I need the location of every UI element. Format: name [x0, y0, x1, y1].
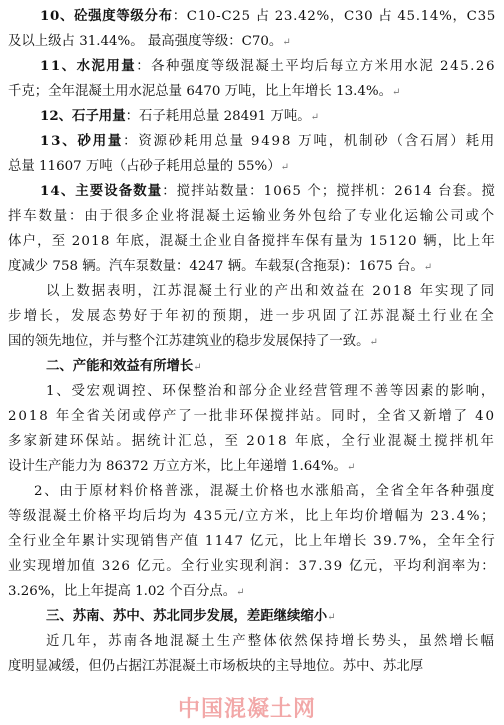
paragraph-mark-icon: ↵ [327, 612, 336, 623]
text-line [8, 54, 496, 79]
text-line [8, 254, 496, 279]
body-text: ：各种强度等级混凝土平均后每立方米用水泥 245.26 [136, 59, 496, 74]
paragraph-mark-icon: ↵ [236, 587, 245, 598]
body-text: ：C10-C25 占 23.42%，C30 占 45.14%，C35 [172, 9, 496, 24]
text-line [8, 654, 496, 679]
paragraph [8, 279, 496, 354]
paragraph [8, 604, 496, 629]
body-text: 业实现增加值 326 亿元。全行业实现利润：37.39 亿元，平均利润率为： [8, 559, 496, 574]
body-text: 及以上级占 31.44%。 最高强度等级：C70。 [8, 34, 283, 49]
text-line [8, 479, 496, 504]
text-line [8, 454, 496, 479]
heading-text: 14、主要设备数量 [40, 183, 163, 199]
text-line [8, 354, 496, 379]
paragraph-mark-icon: ↵ [346, 462, 356, 473]
body-text: 国的领先地位，并与整个江苏建筑业的稳步发展保持了一致。 [8, 334, 370, 349]
body-text: 千克；全年混凝土用水泥总量 6470 万吨，比上年增长 13.4%。 [8, 84, 392, 99]
text-line [8, 404, 496, 429]
paragraph-mark-icon: ↵ [310, 112, 320, 123]
text-line [8, 529, 496, 554]
body-text: 2018 年全省关闭或停产了一批非环保搅拌站。同时，全省又新增了 40 [8, 409, 496, 424]
paragraph [8, 104, 496, 129]
body-text: 1、受宏观调控、环保整治和部分企业经营管理不善等因素的影响， [46, 384, 496, 399]
body-text: 近几年，苏南各地混凝土生产整体依然保持增长势头，虽然增长幅 [46, 634, 496, 649]
heading-text: 二、产能和效益有所增长 [46, 358, 194, 374]
paragraph-mark-icon: ↵ [369, 337, 378, 348]
paragraph [8, 4, 496, 54]
body-text: 等级混凝土价格平均后均为 435元/立方米，比上年均价增幅为 23.4%； [8, 509, 496, 524]
document-body [8, 4, 496, 679]
body-text: 设计生产能力为 86372 万立方米，比上年递增 1.64%。 [8, 459, 347, 474]
text-line [8, 129, 496, 154]
body-text: 总量 11607 万吨（占砂子耗用总量的 55%） [8, 159, 281, 174]
text-line [8, 179, 496, 204]
heading-text: 三、苏南、苏中、苏北同步发展，差距继续缩小 [46, 608, 328, 624]
text-line [8, 329, 496, 354]
text-line [8, 304, 496, 329]
body-text: ：搅拌站数量：1065 个；搅拌机：2614 台套。搅 [162, 184, 496, 199]
body-text: 步增长，发展态势好于年初的预期，进一步巩固了江苏混凝土行业在全 [8, 309, 496, 324]
text-line [8, 279, 496, 304]
body-text: ：石子耗用总量 28491 万吨。 [125, 109, 311, 124]
paragraph [8, 179, 496, 279]
text-line [8, 29, 496, 54]
paragraph [8, 354, 496, 379]
text-line [8, 79, 496, 104]
heading-text: 13、砂用量 [40, 133, 124, 149]
text-line [8, 229, 496, 254]
body-text: ：资源砂耗用总量 9498 万吨，机制砂（含石屑）耗用 [123, 134, 496, 149]
text-line [8, 554, 496, 579]
paragraph-mark-icon: ↵ [391, 87, 401, 98]
text-line [8, 104, 496, 129]
text-line [8, 604, 496, 629]
paragraph [8, 379, 496, 479]
text-line [8, 629, 496, 654]
text-line [8, 429, 496, 454]
body-text: 全行业全年累计实现销售产值 1147 亿元，比上年增长 39.7%，全年全行 [8, 534, 496, 549]
body-text: 2、由于原材料价格普涨，混凝土价格也水涨船高，全省全年各种强度 [34, 484, 496, 499]
text-line [8, 4, 496, 29]
paragraph-mark-icon: ↵ [193, 362, 202, 373]
watermark: 中国混凝土网 [178, 697, 317, 722]
body-text: 度减少 758 辆。汽车泵数量：4247 辆。车载泵(含拖泵)：1675 台。 [8, 259, 424, 274]
body-text: 拌车数量：由于很多企业将混凝土运输业务外包给了专业化运输公司或个 [8, 209, 496, 224]
text-line [8, 579, 496, 604]
heading-text: 10、砼强度等级分布 [40, 8, 173, 24]
body-text: 多家新建环保站。据统计汇总，至 2018 年底，全行业混凝土搅拌机年 [8, 434, 496, 449]
paragraph-mark-icon: ↵ [282, 37, 291, 48]
paragraph [8, 129, 496, 179]
text-line [8, 504, 496, 529]
body-text: 3.26%，比上年提高 1.02 个百分点。 [8, 584, 237, 599]
paragraph-mark-icon: ↵ [280, 162, 289, 173]
text-line [8, 379, 496, 404]
body-text: 度明显减缓，但仍占据江苏混凝土市场板块的主导地位。苏中、苏北厚 [8, 659, 424, 674]
heading-text: 11、水泥用量 [40, 58, 137, 74]
paragraph [8, 479, 496, 604]
text-line [8, 154, 496, 179]
paragraph [8, 54, 496, 104]
paragraph [8, 629, 496, 679]
text-line [8, 204, 496, 229]
body-text: 体户，至 2018 年底，混凝土企业自备搅拌车保有量为 15120 辆，比上年 [8, 234, 496, 249]
paragraph-mark-icon: ↵ [423, 262, 433, 273]
heading-text: 12、石子用量 [40, 108, 126, 124]
body-text: 以上数据表明，江苏混凝土行业的产出和效益在 2018 年实现了同 [46, 284, 496, 299]
